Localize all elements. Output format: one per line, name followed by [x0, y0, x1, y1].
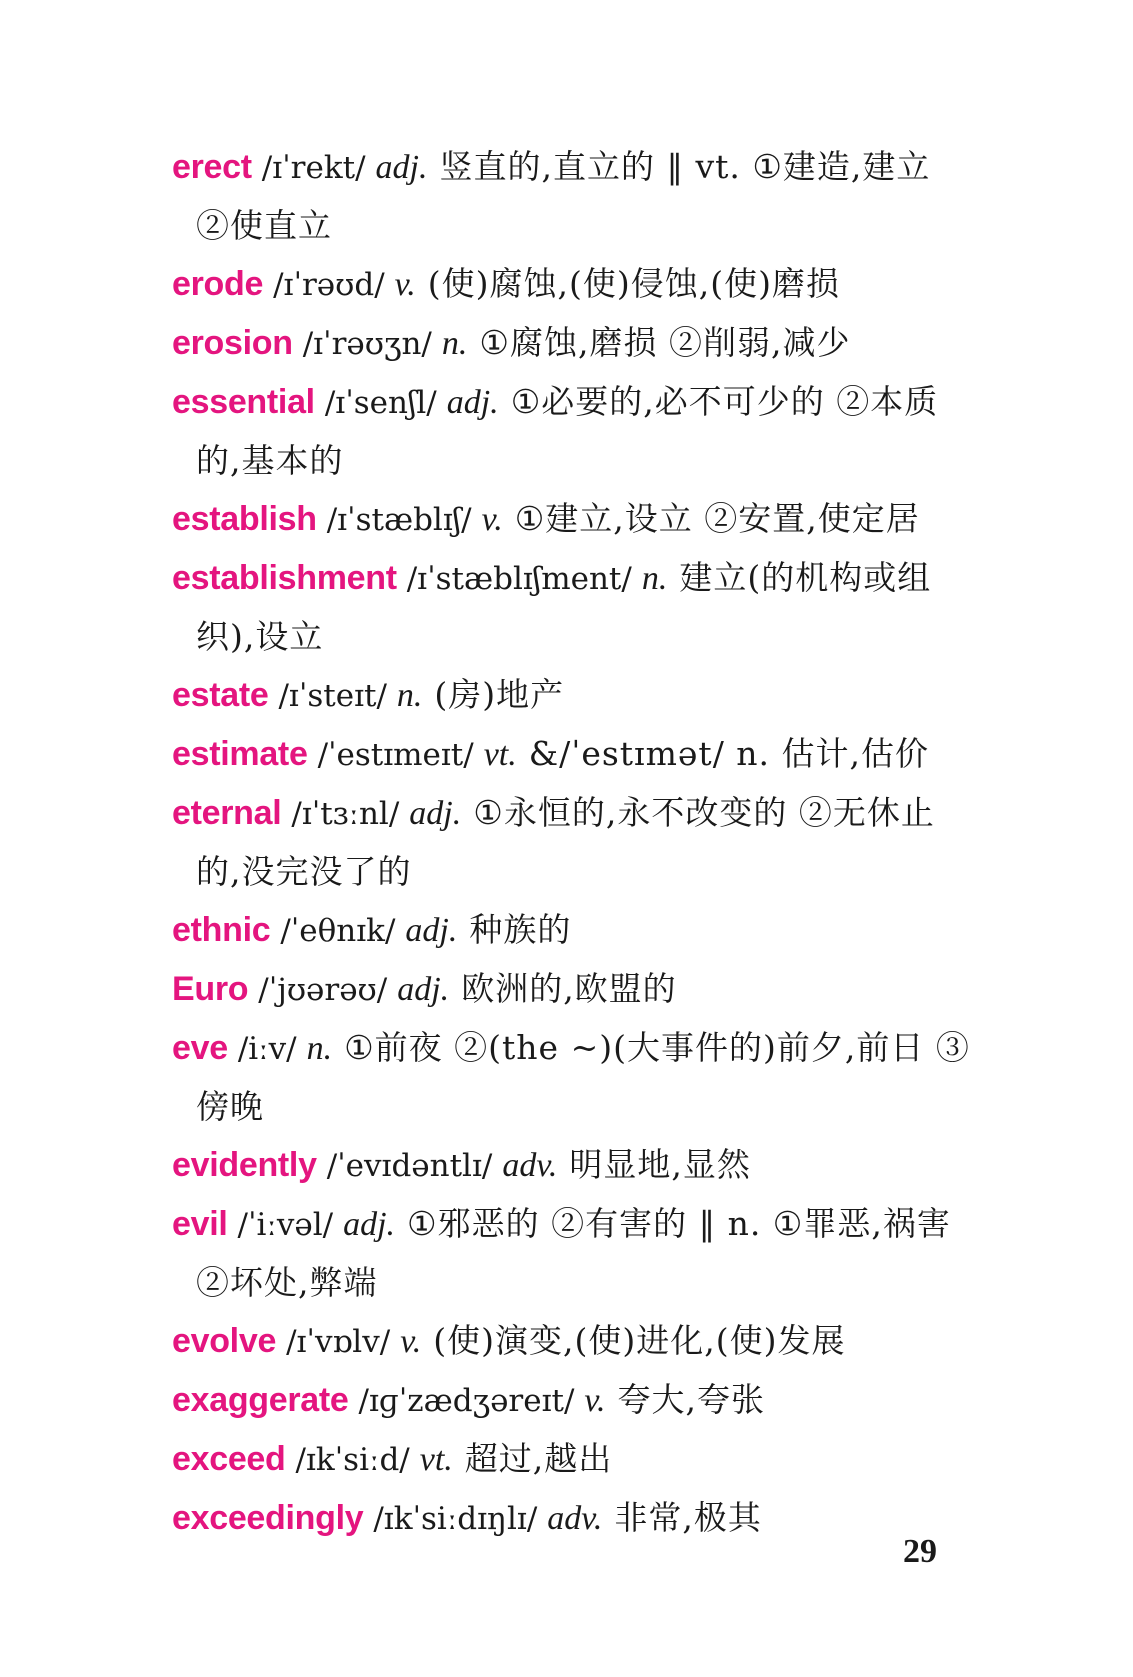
pronunciation: /ɪˈstæblɪʃ/: [326, 502, 472, 538]
entry-estate: [172, 666, 972, 725]
definition: (使)腐蚀,(使)侵蚀,(使)磨损: [427, 264, 840, 303]
entry-establishment: [172, 549, 972, 666]
entry-essential: [172, 373, 972, 490]
entry-estimate: [172, 725, 972, 784]
pronunciation: /ɪɡˈzædʒəreɪt/: [358, 1383, 575, 1419]
entry-list: [172, 138, 972, 1548]
part-of-speech: v.: [584, 1382, 606, 1419]
part-of-speech: v.: [481, 501, 503, 538]
definition: 非常,极其: [614, 1498, 762, 1537]
headword: essential: [172, 383, 315, 421]
part-of-speech: n.: [396, 677, 423, 714]
headword: ethnic: [172, 911, 271, 949]
part-of-speech: adj.: [405, 912, 458, 949]
entry-exaggerate: [172, 1371, 972, 1430]
entry-eternal: [172, 784, 972, 901]
part-of-speech: vt.: [419, 1441, 453, 1478]
part-of-speech: n.: [441, 325, 468, 362]
part-of-speech: n.: [641, 560, 668, 597]
headword: establishment: [172, 559, 397, 597]
pronunciation: /ˈestɪmeɪt/: [317, 737, 474, 773]
headword: exceed: [172, 1440, 286, 1478]
pronunciation: /ɪkˈsiːdɪŋlɪ/: [373, 1501, 538, 1537]
headword: evil: [172, 1205, 228, 1243]
definition: 竖直的,直立的 ‖ vt. ①建造,建立 ②使直立: [196, 147, 931, 245]
definition: (使)演变,(使)进化,(使)发展: [433, 1321, 846, 1360]
entry-euro: [172, 960, 972, 1019]
headword: erosion: [172, 324, 293, 362]
definition: &/ˈestɪmət/ n. 估计,估价: [528, 734, 930, 773]
part-of-speech: adj.: [397, 971, 450, 1008]
headword: estate: [172, 676, 269, 714]
headword: erode: [172, 265, 264, 303]
headword: exaggerate: [172, 1381, 349, 1419]
definition: ①邪恶的 ②有害的 ‖ n. ①罪恶,祸害 ②坏处,弊端: [196, 1204, 951, 1302]
pronunciation: /ɪˈsteɪt/: [278, 678, 387, 714]
entry-evidently: [172, 1136, 972, 1195]
pronunciation: /ˈeθnɪk/: [280, 913, 396, 949]
entry-exceedingly: [172, 1489, 972, 1548]
definition: ①建立,设立 ②安置,使定居: [514, 499, 920, 538]
definition: (房)地产: [434, 675, 565, 714]
part-of-speech: adv.: [502, 1147, 558, 1184]
part-of-speech: v.: [400, 1323, 422, 1360]
entry-erode: [172, 255, 972, 314]
part-of-speech: adj.: [409, 795, 462, 832]
entry-ethnic: [172, 901, 972, 960]
definition: ①永恒的,永不改变的 ②无休止的,没完没了的: [196, 793, 935, 891]
part-of-speech: adj.: [375, 149, 428, 186]
definition: 超过,越出: [464, 1439, 613, 1478]
headword: establish: [172, 500, 317, 538]
pronunciation: /ˈjʊərəʊ/: [258, 972, 388, 1008]
entry-eve: [172, 1019, 972, 1136]
pronunciation: /ˈevɪdəntlɪ/: [326, 1148, 493, 1184]
entry-erosion: [172, 314, 972, 373]
entry-establish: [172, 490, 972, 549]
part-of-speech: adv.: [547, 1500, 603, 1537]
part-of-speech: vt.: [483, 736, 517, 773]
pronunciation: /ɪkˈsiːd/: [295, 1442, 410, 1478]
definition: ①必要的,必不可少的 ②本质的,基本的: [196, 382, 939, 480]
pronunciation: /ɪˈsenʃl/: [324, 385, 437, 421]
page-number: 29: [903, 1533, 937, 1570]
pronunciation: /ɪˈtɜːnl/: [291, 796, 400, 832]
definition: 欧洲的,欧盟的: [461, 969, 677, 1008]
pronunciation: /ɪˈvɒlv/: [286, 1324, 391, 1360]
pronunciation: /ɪˈrəʊd/: [273, 267, 385, 303]
definition: ①前夜 ②(the ~)(大事件的)前夕,前日 ③傍晚: [196, 1028, 970, 1126]
part-of-speech: v.: [394, 266, 416, 303]
part-of-speech: adj.: [343, 1206, 396, 1243]
part-of-speech: adj.: [446, 384, 499, 421]
headword: estimate: [172, 735, 308, 773]
headword: eve: [172, 1029, 228, 1067]
headword: eternal: [172, 794, 282, 832]
headword: erect: [172, 148, 252, 186]
pronunciation: /ˈiːvəl/: [237, 1207, 334, 1243]
headword: Euro: [172, 970, 249, 1008]
entry-erect: [172, 138, 972, 255]
definition: 建立(的机构或组织),设立: [196, 558, 932, 656]
part-of-speech: n.: [306, 1030, 333, 1067]
definition: ①腐蚀,磨损 ②削弱,减少: [479, 323, 851, 362]
entry-evil: [172, 1195, 972, 1312]
headword: evidently: [172, 1146, 317, 1184]
entry-exceed: [172, 1430, 972, 1489]
definition: 夸大,夸张: [617, 1380, 765, 1419]
definition: 明显地,显然: [569, 1145, 751, 1184]
entry-evolve: [172, 1312, 972, 1371]
pronunciation: /iːv/: [237, 1031, 297, 1067]
pronunciation: /ɪˈrəʊʒn/: [302, 326, 432, 362]
headword: evolve: [172, 1322, 277, 1360]
pronunciation: /ɪˈrekt/: [261, 150, 366, 186]
definition: 种族的: [469, 910, 572, 949]
headword: exceedingly: [172, 1499, 364, 1537]
pronunciation: /ɪˈstæblɪʃment/: [406, 561, 632, 597]
